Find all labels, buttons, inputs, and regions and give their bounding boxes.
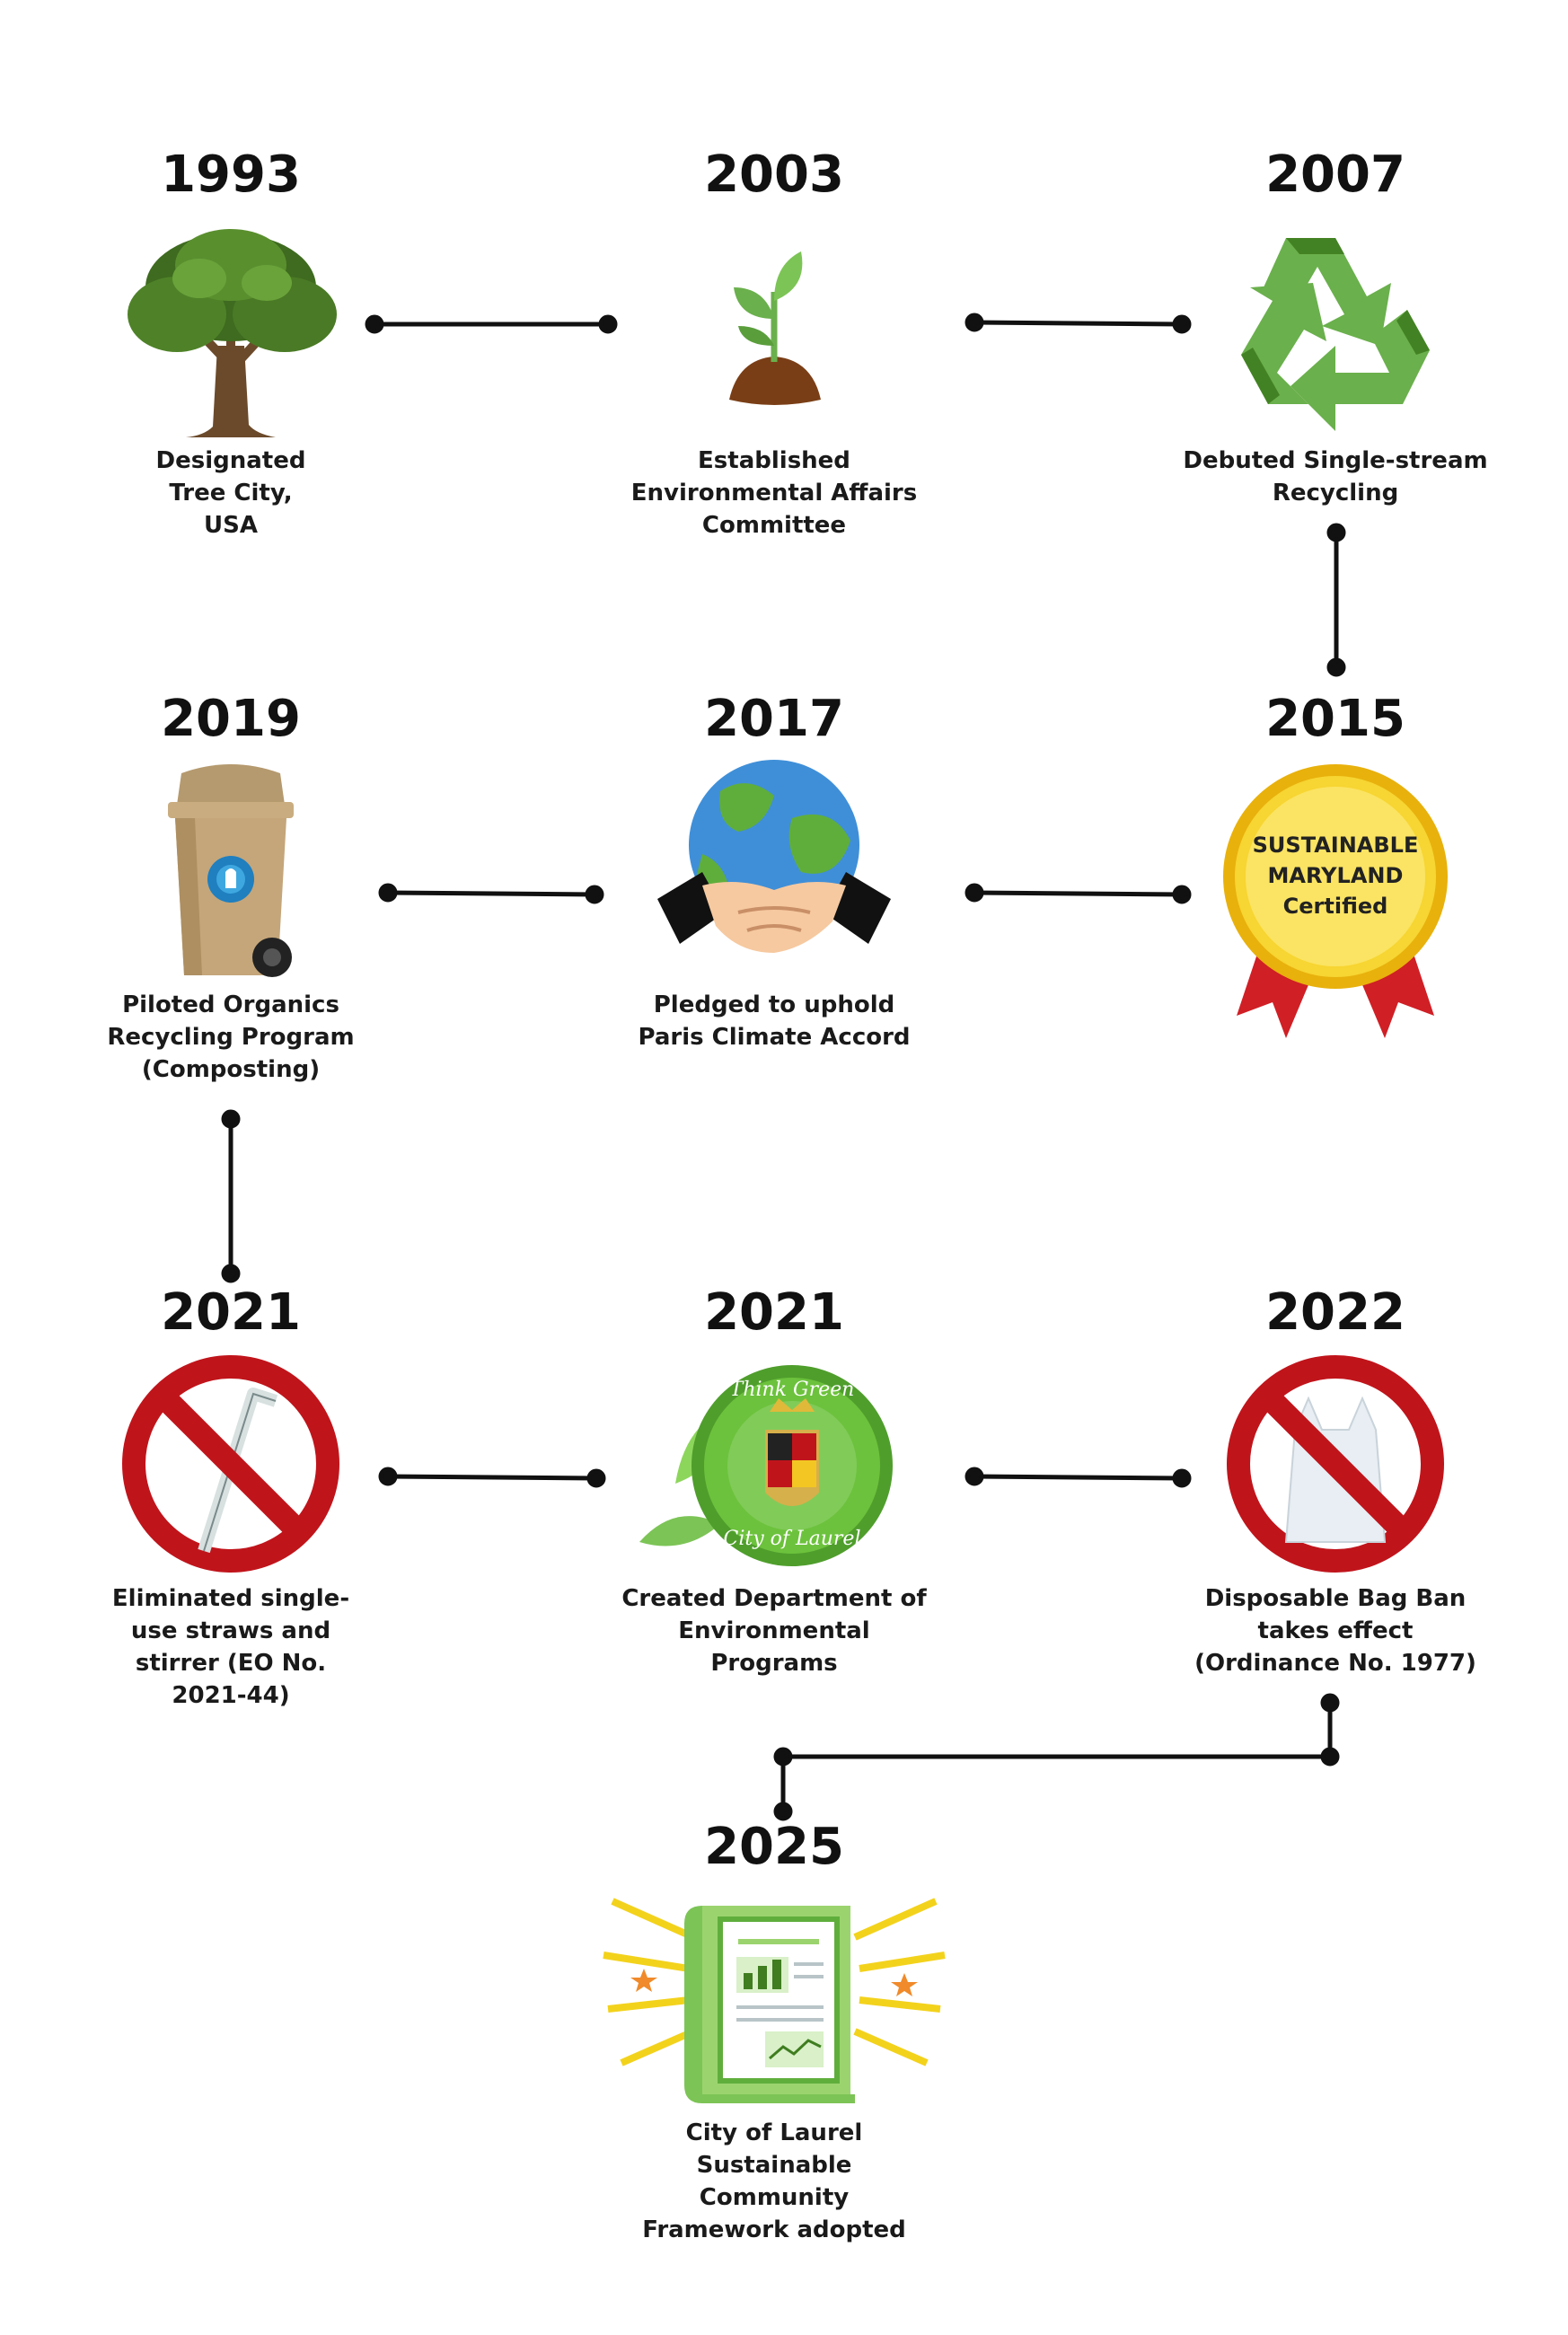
milestone-1993 [6,146,455,542]
milestone-label: Designated Tree City, USA [155,447,306,539]
compost-bin-icon [96,755,366,989]
framework-document-icon [595,1883,954,2117]
milestone-label: Eliminated single-use straws and stirrer (EO No. 2021-44) [111,1585,350,1709]
milestone-label: Established Environmental Affairs Committee [630,447,918,539]
recycle-icon [1201,211,1470,445]
no-plastic-bag-icon [1201,1349,1470,1582]
milestone-year: 2007 [1265,145,1405,204]
milestone-2025 [550,1819,999,2246]
milestone-year: 2021 [704,1283,844,1342]
certified-badge-icon [1201,755,1470,1052]
seedling-icon [639,211,909,445]
milestone-year: 1993 [161,145,301,204]
city-seal-icon [621,1349,927,1582]
milestone-year: 2019 [161,690,301,748]
milestone-year: 2022 [1265,1283,1405,1342]
milestone-label: Pledged to uphold Paris Climate Accord [638,991,911,1051]
milestone-2022 [1111,1284,1560,1679]
milestone-label: City of Laurel Sustainable Community Framework adopted [642,2119,906,2243]
milestone-year: 2021 [161,1283,301,1342]
milestone-year: 2015 [1265,690,1405,748]
milestone-label: Disposable Bag Ban takes effect (Ordinance No. 1977) [1194,1585,1476,1677]
milestone-2021-department [550,1284,999,1679]
seal-bottom-text: City of Laurel [723,1528,861,1550]
milestone-year: 2025 [704,1818,844,1876]
milestone-2015 [1111,691,1560,1052]
badge-line-2: MARYLAND [1267,863,1404,888]
badge-line-1: SUSTAINABLE [1252,833,1419,858]
milestone-2019 [6,691,455,1086]
seal-top-text: Think Green [729,1379,855,1401]
milestone-2021-straws [6,1284,455,1712]
no-straw-icon [96,1349,366,1582]
milestone-2007 [1111,146,1560,509]
globe-handshake-icon [639,755,909,989]
tree-icon [96,211,366,445]
milestone-label: Piloted Organics Recycling Program (Composting) [107,991,355,1083]
milestone-2017 [550,691,999,1053]
badge-line-3: Certified [1282,894,1388,919]
milestone-label: Debuted Single-stream Recycling [1183,447,1488,507]
milestone-year: 2017 [704,690,844,748]
milestone-label: Created Department of Environmental Programs [621,1585,927,1677]
milestone-2003 [550,146,999,542]
milestone-year: 2003 [704,145,844,204]
